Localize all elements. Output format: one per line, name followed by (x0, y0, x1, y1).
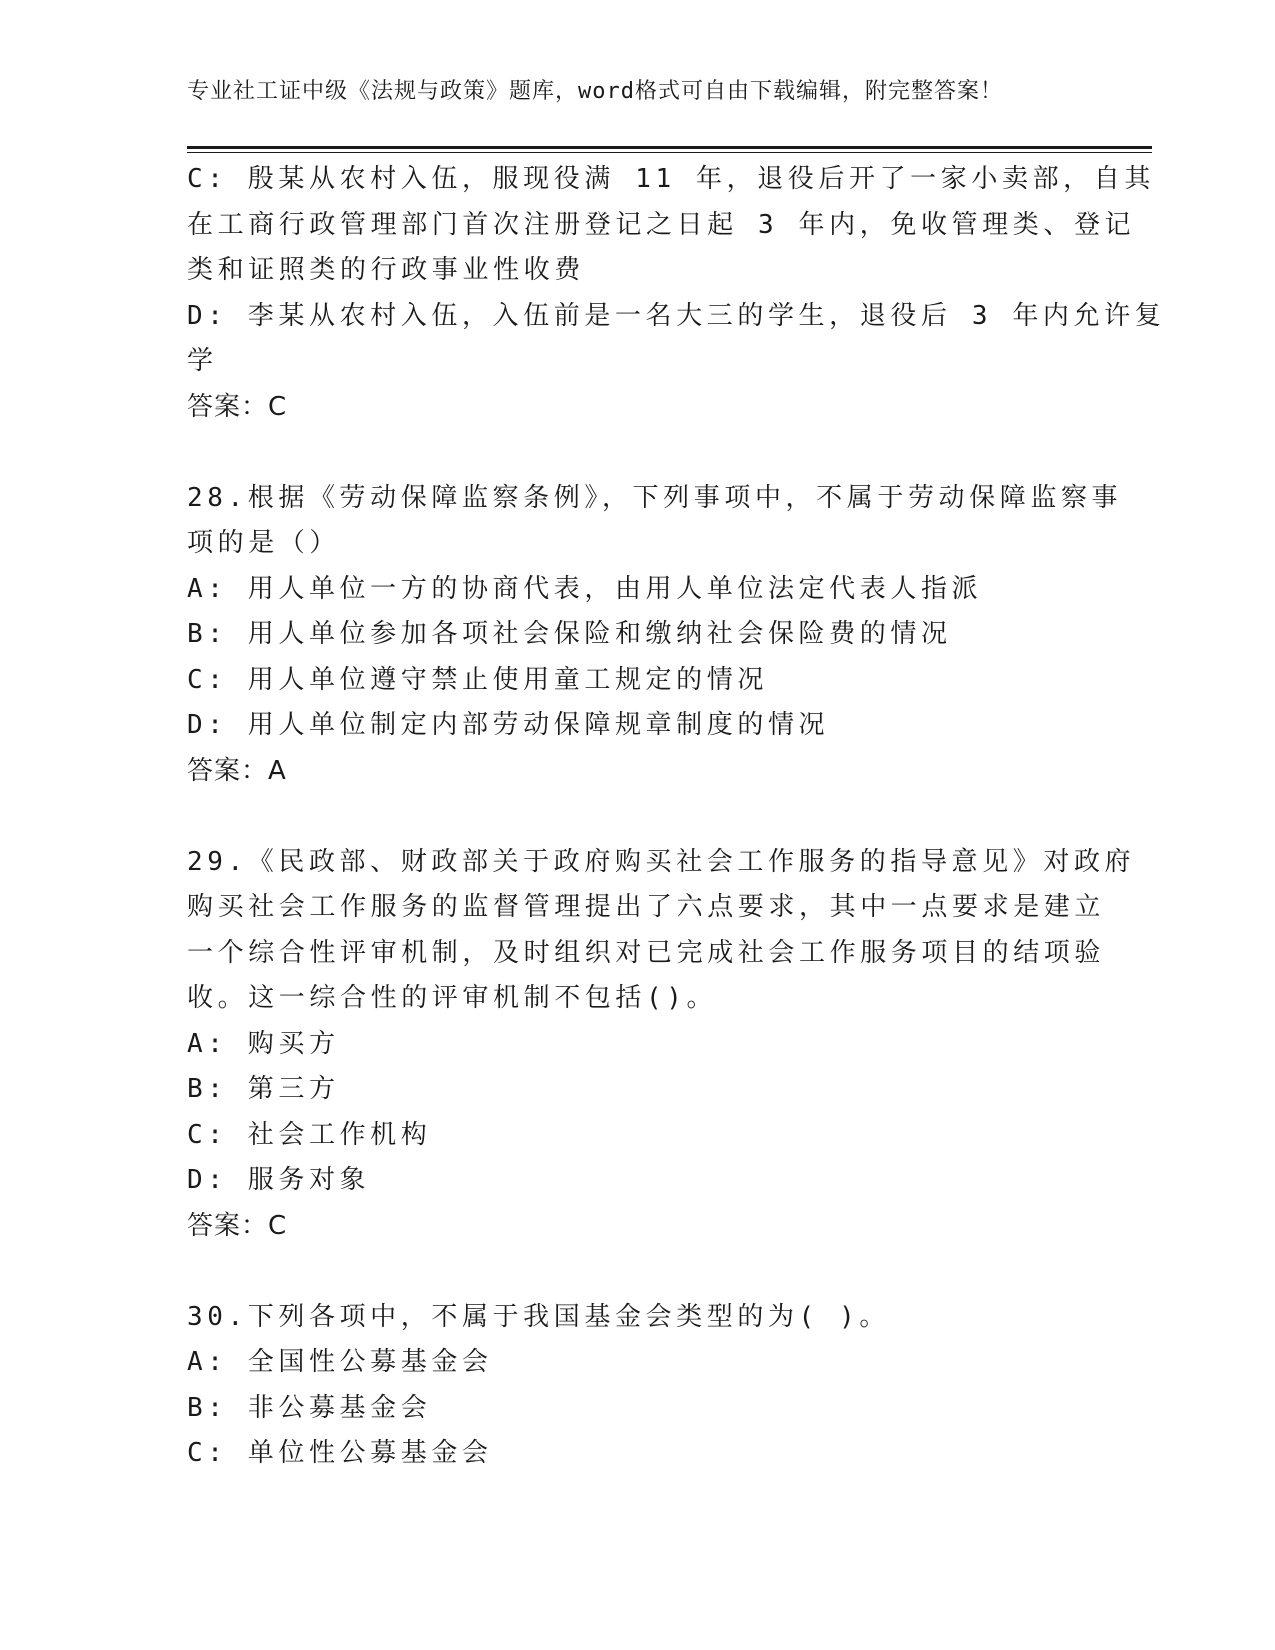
question-text-line: 项的是（） (187, 528, 341, 558)
option-a: A: 用人单位一方的协商代表，由用人单位法定代表人指派 (187, 573, 983, 604)
page-header: 专业社工证中级《法规与政策》题库，word格式可自由下载编辑，附完整答案！ (187, 79, 1003, 104)
document-body (187, 157, 1166, 1477)
header-rule-thick (187, 146, 1152, 149)
question-text-line: 29.《民政部、财政部关于政府购买社会工作服务的指导意见》对政府 (187, 846, 1136, 877)
option-b: B: 用人单位参加各项社会保险和缴纳社会保险费的情况 (187, 619, 952, 649)
question-text-line: 28.根据《劳动保障监察条例》，下列事项中，不属于劳动保障监察事 (187, 482, 1123, 513)
question-29 (187, 840, 1136, 1250)
option-a: A: 全国性公募基金会 (187, 1347, 493, 1377)
question-text-line: 购买社会工作服务的监督管理提出了六点要求，其中一点要求是建立 (187, 892, 1106, 922)
option-d: D: 服务对象 (187, 1165, 371, 1195)
option-c: C: 用人单位遵守禁止使用童工规定的情况 (187, 664, 768, 695)
answer-27: 答案：C (187, 391, 288, 422)
question-27-tail (187, 157, 1166, 430)
question-text-line: 收。这一综合性的评审机制不包括()。 (187, 983, 718, 1013)
option-a: A: 购买方 (187, 1028, 340, 1059)
option-c: C: 单位性公募基金会 (187, 1438, 493, 1468)
option-c: C: 社会工作机构 (187, 1119, 432, 1150)
option-d-line-2: 学 (187, 346, 218, 376)
option-b: B: 非公募基金会 (187, 1392, 432, 1423)
header-rule-thin (187, 152, 1152, 153)
option-d: D: 用人单位制定内部劳动保障规章制度的情况 (187, 710, 830, 740)
question-text-line: 30.下列各项中，不属于我国基金会类型的为( )。 (187, 1301, 890, 1332)
option-d-line-1: D: 李某从农村入伍，入伍前是一名大三的学生，退役后 3 年内允许复 (187, 300, 1166, 331)
option-c-line-3: 类和证照类的行政事业性收费 (187, 255, 585, 285)
option-c-line-2: 在工商行政管理部门首次注册登记之日起 3 年内，免收管理类、登记 (187, 209, 1136, 240)
question-text-line: 一个综合性评审机制，及时组织对已完成社会工作服务项目的结项验 (187, 937, 1106, 968)
answer-28: 答案：A (187, 755, 287, 786)
question-28 (187, 476, 1123, 795)
question-30 (187, 1295, 1087, 1477)
option-b: B: 第三方 (187, 1074, 340, 1104)
option-c-line-1: C: 殷某从农村入伍，服现役满 11 年，退役后开了一家小卖部，自其 (187, 164, 1155, 194)
answer-29: 答案：C (187, 1210, 288, 1241)
